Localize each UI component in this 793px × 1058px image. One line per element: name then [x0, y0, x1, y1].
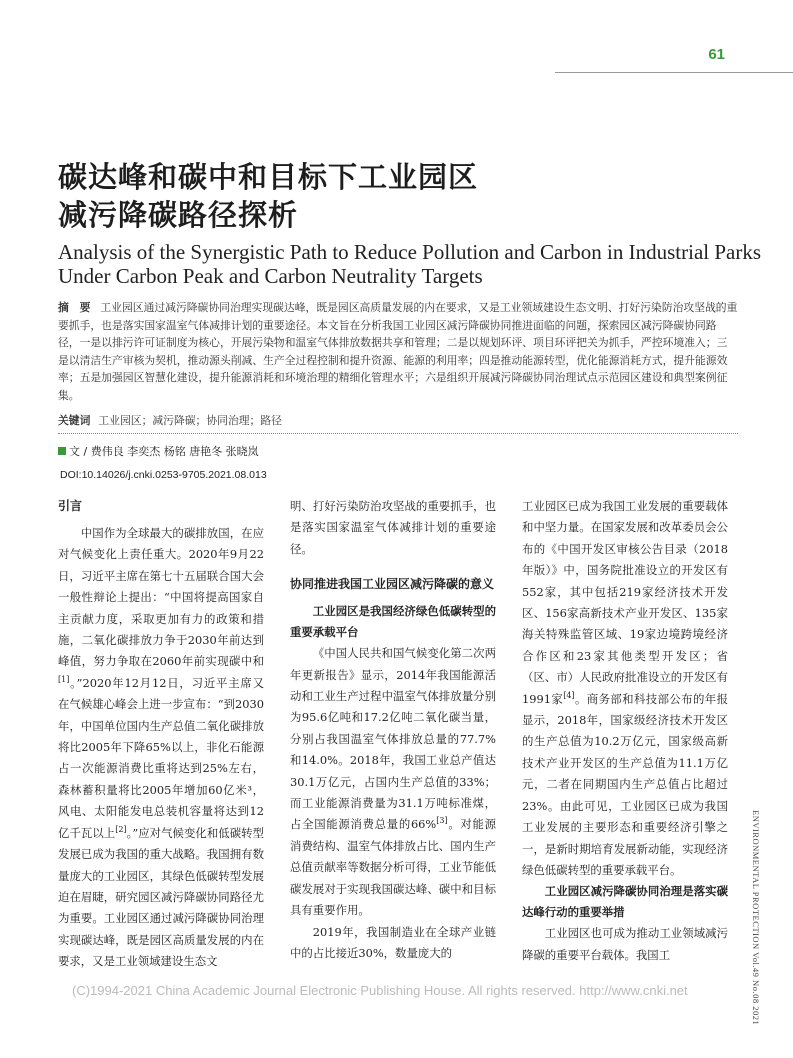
- paragraph: 《中国人民共和国气候变化第二次两年更新报告》显示，2014年我国能源活动和工业生产过程中温室气体排放量分别为95.6亿吨和17.2亿吨二氧化碳当量，分别占我国温室气体排放总量的77.7%和14.0%。2018年，我国工业总产值达30.1万亿元，占国内生产总值的33%；而工业能源消费量为31.1万吨标准煤，占全国能源消费总量的66%[3]。对能源消费结构、温室气体排放占比、国内生产总值贡献率等数据分析可得，工业节能低碳发展对于实现我国碳达峰、碳中和目标具有重要作用。: [290, 646, 496, 918]
- green-square-icon: [58, 447, 66, 455]
- paragraph: 2019年，我国制造业在全球产业链中的占比接近30%，数量庞大的: [290, 924, 496, 960]
- page-number: 61: [708, 46, 725, 63]
- column-3: [522, 496, 728, 966]
- english-title-line-1: Analysis of the Synergistic Path to Reduce Pollution and Carbon in Industrial Parks: [58, 240, 762, 264]
- keywords-label: 关键词: [58, 414, 91, 427]
- chinese-title-line-2: 减污降碳路径探析: [58, 198, 299, 232]
- divider: [58, 433, 738, 434]
- keywords: [58, 412, 738, 429]
- section-heading: 协同推进我国工业园区减污降碳的意义: [290, 577, 495, 592]
- citation[interactable]: [2]: [115, 824, 127, 834]
- paragraph: 工业园区已成为我国工业发展的重要载体和中坚力量。在国家发展和改革委员会公布的《中国开发区审核公告目录（2018年版）》中，国务院批准设立的开发区有552家，其中包括219家经济技术开发区、156家高新技术产业开发区、135家海关特殊监管区域、19家边境跨境经济合作区和23家其他类型开发区；省（区、市）人民政府批准设立的开发区有1991家[4]。商务部和科技部公布的年报显示，2018年，国家级经济技术开发区的生产总值为10.2万亿元，国家级高新技术产业开发区的生产总值为11.1万亿元，二者在同期国内生产总值占比超过23%。由此可见，工业园区已成为我国工业发展的主要形态和重要经济引擎之一，是新时期培育发展新动能，实现经济绿色低碳转型的重要承载平台。: [522, 499, 728, 877]
- column-1: [58, 496, 264, 973]
- doi: DOI:10.14026/j.cnki.0253-9705.2021.08.013: [60, 469, 267, 481]
- citation[interactable]: [1]: [58, 675, 70, 685]
- citation[interactable]: [4]: [563, 690, 575, 700]
- abstract-text: 工业园区通过减污降碳协同治理实现碳达峰，既是园区高质量发展的内在要求，又是工业领域建设生态文明、打好污染防治攻坚战的重要抓手，也是落实国家温室气体减排计划的重要途径。本文旨在分析我国工业园区减污降碳协同推进面临的问题，探索园区减污降碳协同路径，一是以排污许可证制度为核心，开展污染物和温室气体排放数据共享和管理；二是以规划环评、项目环评把关为抓手，严控环境准入；三是以清洁生产审核为契机，推动源头削减、生产全过程控制和提升资源、能源的利用率；四是推动能源转型，优化能源消耗方式，提升能源效率；五是加强园区智慧化建设，提升能源消耗和环境治理的精细化管理水平；六是组织开展减污降碳协同治理试点示范园区建设和典型案例征集。: [58, 301, 738, 402]
- authors-text: 文 / 费伟良 李奕杰 杨铭 唐艳冬 张晓岚: [69, 445, 259, 458]
- abstract: [58, 299, 738, 405]
- paragraph: 明、打好污染防治攻坚战的重要抓手，也是落实国家温室气体减排计划的重要途径。: [290, 499, 496, 556]
- header-rule: [555, 72, 793, 73]
- chinese-title: [58, 158, 698, 234]
- section-heading-intro: 引言: [58, 499, 83, 513]
- keywords-text: 工业园区；减污降碳；协同治理；路径: [98, 414, 282, 427]
- paragraph: 中国作为全球最大的碳排放国，在应对气候变化上责任重大。2020年9月22日，习近平主席在第七十五届联合国大会一般性辩论上提出：“中国将提高国家自主贡献力度，采取更加有力的政策和措施，二氧化碳排放力争于2030年前达到峰值，努力争取在2060年前实现碳中和[1]。”2020年12月12日，习近平主席又在气候雄心峰会上进一步宣布：“到2030年，中国单位国内生产总值二氧化碳排放将比2005年下降65%以上，非化石能源占一次能源消费比重将达到25%左右，森林蓄积量将比2005年增加60亿米³，风电、太阳能发电总装机容量将达到12亿千瓦以上[2]。”应对气候变化和低碳转型发展已成为我国的重大战略。我国拥有数量庞大的工业园区，其绿色低碳转型发展迫在眉睫，研究园区减污降碳协同路径尤为重要。工业园区通过减污降碳协同治理实现碳达峰，既是园区高质量发展的内在要求，又是工业领域建设生态文: [58, 526, 264, 969]
- subheading: 工业园区是我国经济绿色低碳转型的重要承载平台: [290, 604, 496, 640]
- paragraph: 工业园区也可成为推动工业领域减污降碳的重要平台载体。我国工: [522, 926, 728, 962]
- column-2: [290, 496, 496, 964]
- journal-side-label: ENVIRONMENTAL PROTECTION Vol.49 No.08 2021: [751, 810, 761, 1026]
- copyright-footer: (C)1994-2021 China Academic Journal Electronic Publishing House. All rights reserved. http://www.cnki.net: [72, 983, 688, 998]
- english-title: [58, 240, 762, 288]
- abstract-label: 摘 要: [58, 301, 91, 314]
- subheading: 工业园区减污降碳协同治理是落实碳达峰行动的重要举措: [522, 884, 728, 920]
- author-line: [58, 443, 259, 459]
- citation[interactable]: [3]: [436, 816, 448, 826]
- english-title-line-2: Under Carbon Peak and Carbon Neutrality Targets: [58, 264, 483, 288]
- chinese-title-line-1: 碳达峰和碳中和目标下工业园区: [58, 160, 479, 194]
